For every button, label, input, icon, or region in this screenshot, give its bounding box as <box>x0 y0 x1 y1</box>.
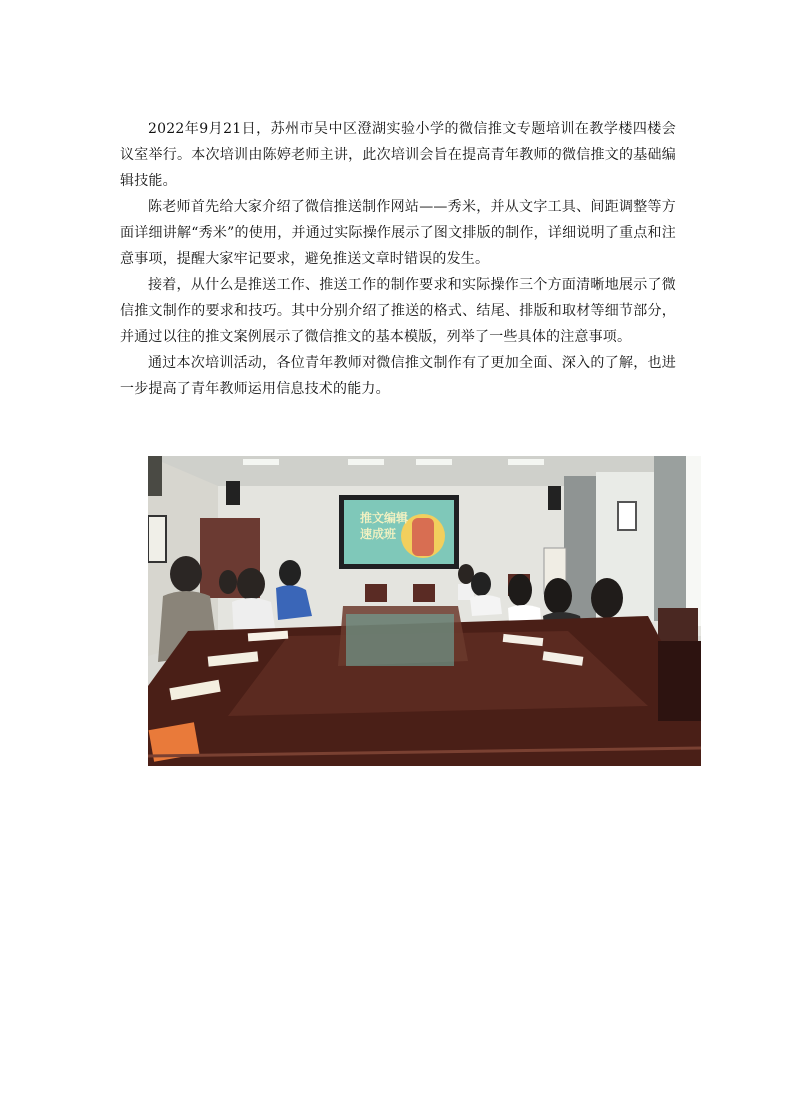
paragraph-4: 通过本次培训活动，各位青年教师对微信推文制作有了更加全面、深入的了解，也进一步提高了青年教师运用信息技术的能力。 <box>120 355 676 397</box>
screen-title-line1: 推文编辑 <box>360 511 409 525</box>
training-photo <box>148 456 701 766</box>
article-body <box>120 116 676 402</box>
paragraph-1: 2022年9月21日，苏州市吴中区澄湖实验小学的微信推文专题培训在教学楼四楼会议室举行。本次培训由陈婷老师主讲，此次培训会旨在提高青年教师的微信推文的基础编辑技能。 <box>120 121 676 189</box>
paragraph-3: 接着，从什么是推送工作、推送工作的制作要求和实际操作三个方面清晰地展示了微信推文制作的要求和技巧。其中分别介绍了推送的格式、结尾、排版和取材等细节部分，并通过以往的推文案例展示了微信推文的基本模版，列举了一些具体的注意事项。 <box>120 277 676 345</box>
paragraph-2: 陈老师首先给大家介绍了微信推送制作网站——秀米，并从文字工具、间距调整等方面详细讲解“秀米”的使用，并通过实际操作展示了图文排版的制作，详细说明了重点和注意事项，提醒大家牢记要求，避免推送文章时错误的发生。 <box>120 199 676 267</box>
training-photo-illustration <box>148 456 701 766</box>
screen-title-line2: 速成班 <box>360 527 397 541</box>
